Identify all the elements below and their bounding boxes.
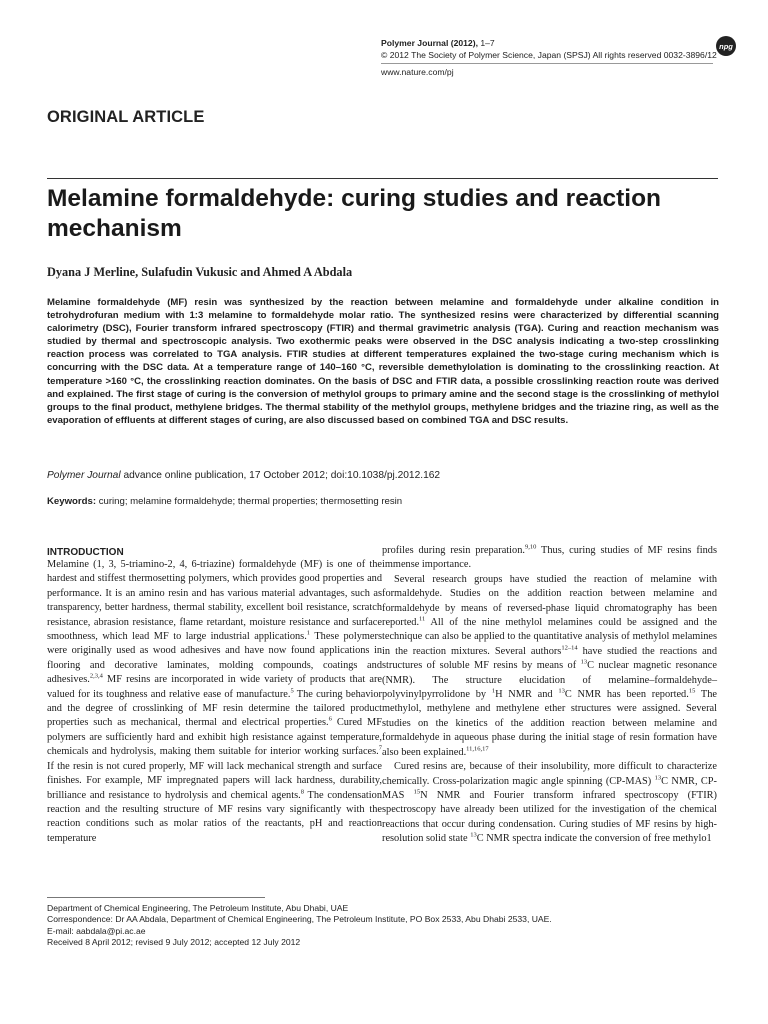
article-type: ORIGINAL ARTICLE [47, 108, 205, 126]
header-divider [381, 63, 713, 64]
copyright-line: © 2012 The Society of Polymer Science, Japan (SPSJ) All rights reserved 0032-3896/12 [381, 49, 717, 60]
keywords-label: Keywords: [47, 496, 97, 507]
journal-line [381, 38, 717, 50]
abstract: Melamine formaldehyde (MF) resin was synthesized by the reaction between melamine and formaldehyde under alkaline condition in tetrohydrofuran medium with 1:3 melamine to formaldehyde molar ratio. The synthesized resins were characterized by differential scanning calorimetry (DSC), Fourier transform infrared spectroscopy (FTIR) and thermal gravimetric analysis (TGA). Curing and reaction mechanism was studied by thermal and spectroscopic analysis. Two exothermic peaks were observed in the DSC analysis indicating a two-step crosslinking reaction process was correlated to TGA analysis. FTIR studies at different temperatures explained the two-stage curing mechanism which is concurring with the DSC data. At a temperature range of 140–160 °C, reversible demethylolation is dominating to the crosslinking reaction. At temperature >160 °C, the crosslinking reaction dominates. On the basis of DSC and FTIR data, a possible crosslinking reaction route was derived and explained. The first stage of curing is the conversion of methylol groups to primary amine and the second stage is the crosslinking of methylol groups to the final product, methylene bridges. The thermal stability of the methylol groups, methylene bridges and the triazine ring, as well as the evaporation of effluents at different stages of curing, are also discussed based on combined TGA and DSC results. [47, 297, 719, 426]
citation-line [47, 470, 440, 481]
keywords-line [47, 496, 402, 507]
affiliation: Department of Chemical Engineering, The Petroleum Institute, Abu Dhabi, UAE [47, 903, 349, 913]
npg-logo-icon: npg [716, 36, 736, 56]
body-paragraph: profiles during resin preparation.$^{9,10}$ Thus, curing studies of MF resins finds immense importance. [382, 543, 718, 571]
body-paragraph: Cured resins are, because of their insolubility, more difficult to characterize chemically. Cross-polarization magic angle spinning (CP-MAS) $^{13}$C NMR, CP-MAS $^{15}$N NMR and Fourier transform infrared spectroscopy (FTIR) spectroscopy have already been utilized for the investigation of the chemical reactions that occur during condensation. Curing studies of MF resins by high-resolution solid state $^{13}$C NMR spectra indicate the conversion of free methylo1 [382, 761, 717, 845]
received-dates: Received 8 April 2012; revised 9 July 2012; accepted 12 July 2012 [47, 937, 301, 948]
citation-details: advance online publication, 17 October 2012; doi:10.1038/pj.2012.162 [120, 470, 441, 481]
title-divider [47, 178, 718, 179]
email[interactable]: E-mail: aabdala@pi.ac.ae [47, 925, 146, 936]
correspondence: Correspondence: Dr AA Abdala, Department of Chemical Engineering, The Petroleum Institute, PO Box 2533, Abu Dhabi 2533, UAE. [47, 914, 552, 925]
article-title: Melamine formaldehyde: curing studies and reaction mechanism [47, 185, 661, 242]
body-column-right [382, 544, 717, 847]
author-list: Dyana J Merline, Sulafudin Vukusic and Ahmed A Abdala [47, 265, 353, 279]
footnote-divider [47, 897, 265, 898]
journal-header [381, 38, 717, 79]
section-heading-introduction: INTRODUCTION [47, 547, 124, 558]
journal-url[interactable]: www.nature.com/pj [381, 67, 454, 77]
body-column-left [47, 558, 382, 846]
keywords-text: curing; melamine formaldehyde; thermal properties; thermosetting resin [96, 496, 403, 507]
journal-name: Polymer Journal (2012), [381, 38, 478, 48]
body-paragraph: Melamine (1, 3, 5-triamino-2, 4, 6-triazine) formaldehyde (MF) is one of the hardest and stiffest thermosetting polymers, which provides good properties and performance. It is an amino resin and has various material advantages, such as transparency, better hardness, thermal stability, excellent boil resistance, scratch resistance, abrasion resistance, flame retardant, moisture resistance and surface smoothness, which lead MF to large industrial applications.$^1$ These polymers were originally used as wood adhesives and have now found applications in flooring and decorative laminates, molding compounds, coatings and adhesives.$^{2,3,4}$ MF resins are incorporated in wide variety of products that are valued for its toughness and relative ease of manufacture.$^5$ The curing behavior and the degree of crosslinking of MF resin determine the tailored product properties such as mechanical, thermal and electrical properties.$^6$ Cured MF polymers are sufficiently hard and exhibit high resistance against temperature, chemicals and hydrolysis, making them suitable for interior working surfaces.$^7$ If the resin is not cured properly, MF will lack mechanical strength and surface finishes. For example, MF impregnated papers will lack hardness, durability, brilliance and resistance to hydrolysis and chemical agents.$^8$ The condensation reaction and the resulting structure of MF resins vary significantly with the reaction conditions such as molar ratios of the reactants, pH and reaction temperature [47, 559, 382, 844]
citation-journal: Polymer Journal [47, 470, 121, 481]
journal-pages: 1–7 [480, 38, 495, 48]
footnotes [47, 903, 552, 949]
body-paragraph: Several research groups have studied the reaction of melamine with formaldehyde. Studies on the addition reaction between melamine and formaldehyde by means of reversed-phase liquid chromatography has been reported.$^{11}$ All of the nine methylol melamines could be assigned and the technique can also be applied to the quantitative analysis of methylol melamines in the reaction mixtures. Several authors$^{12-14}$ have studied the reactions and structures of soluble MF resins by means of $^{13}$C nuclear magnetic resonance (NMR). The structure elucidation of melamine–formaldehyde–polyvinylpyrrolidone by $^1$H NMR and $^{13}$C NMR has been reported.$^{15}$ The methylol, methylene and methylene ether structures were assigned. Several studies on the kinetics of the addition reaction between melamine and formaldehyde in aqueous phase during the initial stage of resin formation have also been explained.$^{11,16,17}$ [382, 573, 718, 758]
